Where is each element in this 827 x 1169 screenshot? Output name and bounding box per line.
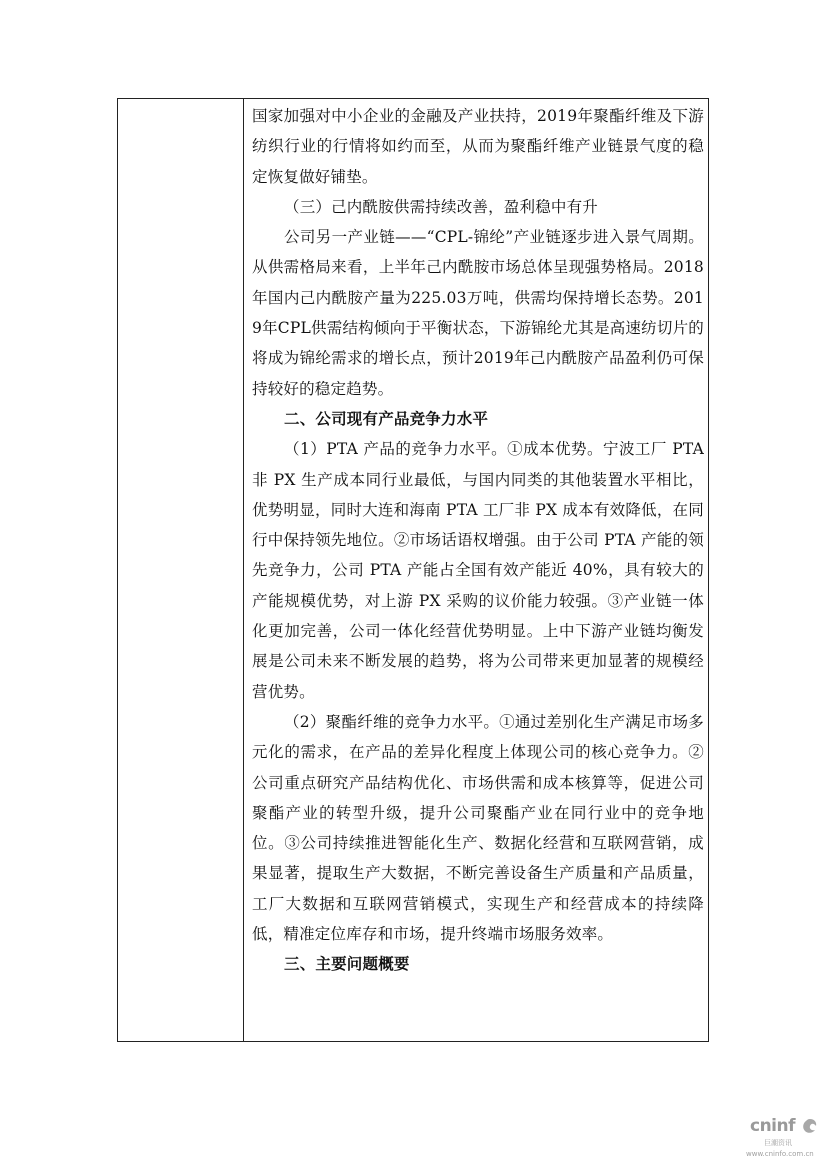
column-divider — [243, 99, 244, 1041]
section-heading-main-issues: 三、主要问题概要 — [284, 955, 410, 974]
paragraph-industry-outlook: 国家加强对中小企业的金融及产业扶持，2019年聚酯纤维及下游纺织行业的行情将如约而至，从而为聚酯纤维产业链景气度的稳定恢复做好铺垫。 — [252, 107, 704, 186]
logo-cn-name: 巨潮资讯 — [764, 1139, 792, 1147]
logo-brand-text: cninf — [750, 1116, 796, 1136]
table-content-cell — [252, 101, 704, 980]
cninfo-swirl-icon — [802, 1118, 818, 1134]
section-heading-competitiveness: 二、公司现有产品竞争力水平 — [284, 409, 489, 428]
cninfo-watermark-logo — [744, 1112, 818, 1162]
paragraph-polyester-competitiveness: （2）聚酯纤维的竞争力水平。①通过差别化生产满足市场多元化的需求，在产品的差异化程度上体现公司的核心竞争力。②公司重点研究产品结构优化、市场供需和成本核算等，促进公司聚酯产业的转型升级，提升公司聚酯产业在同行业中的竞争地位。③公司持续推进智能化生产、数据化经营和互联网营销，成果显著，提取生产大数据，不断完善设备生产质量和产品质量，工厂大数据和互联网营销模式，实现生产和经营成本的持续降低，精准定位库存和市场，提升终端市场服务效率。 — [252, 712, 704, 944]
paragraph-pta-competitiveness: （1）PTA 产品的竞争力水平。①成本优势。宁波工厂 PTA 非 PX 生产成本同行业最低，与国内同类的其他装置水平相比，优势明显，同时大连和海南 PTA 工厂非 PX 成本有效降低，在同行中保持领先地位。②市场话语权增强。由于公司 PTA 产能的领先竞争力，公司 PTA 产能占全国有效产能近 40%，具有较大的产能规模优势，对上游 PX 采购的议价能力较强。③产业链一体化更加完善，公司一体化经营优势明显。上中下游产业链均衡发展是公司未来不断发展的趋势，将为公司带来更加显著的规模经营优势。 — [252, 440, 704, 701]
paragraph-caprolactam: 公司另一产业链——“CPL-锦纶”产业链逐步进入景气周期。从供需格局来看，上半年己内酰胺市场总体呈现强势格局。2018年国内己内酰胺产量为225.03万吨，供需均保持增长态势。2019年CPL供需结构倾向于平衡状态，下游锦纶尤其是高速纺切片的将成为锦纶需求的增长点，预计2019年己内酰胺产品盈利仍可保持较好的稳定趋势。 — [252, 228, 704, 398]
subheading-caprolactam: （三）己内酰胺供需持续改善，盈利稳中有升 — [284, 197, 599, 216]
info-table — [117, 98, 709, 1042]
logo-url: www.cninfo.com.cn — [746, 1150, 814, 1158]
